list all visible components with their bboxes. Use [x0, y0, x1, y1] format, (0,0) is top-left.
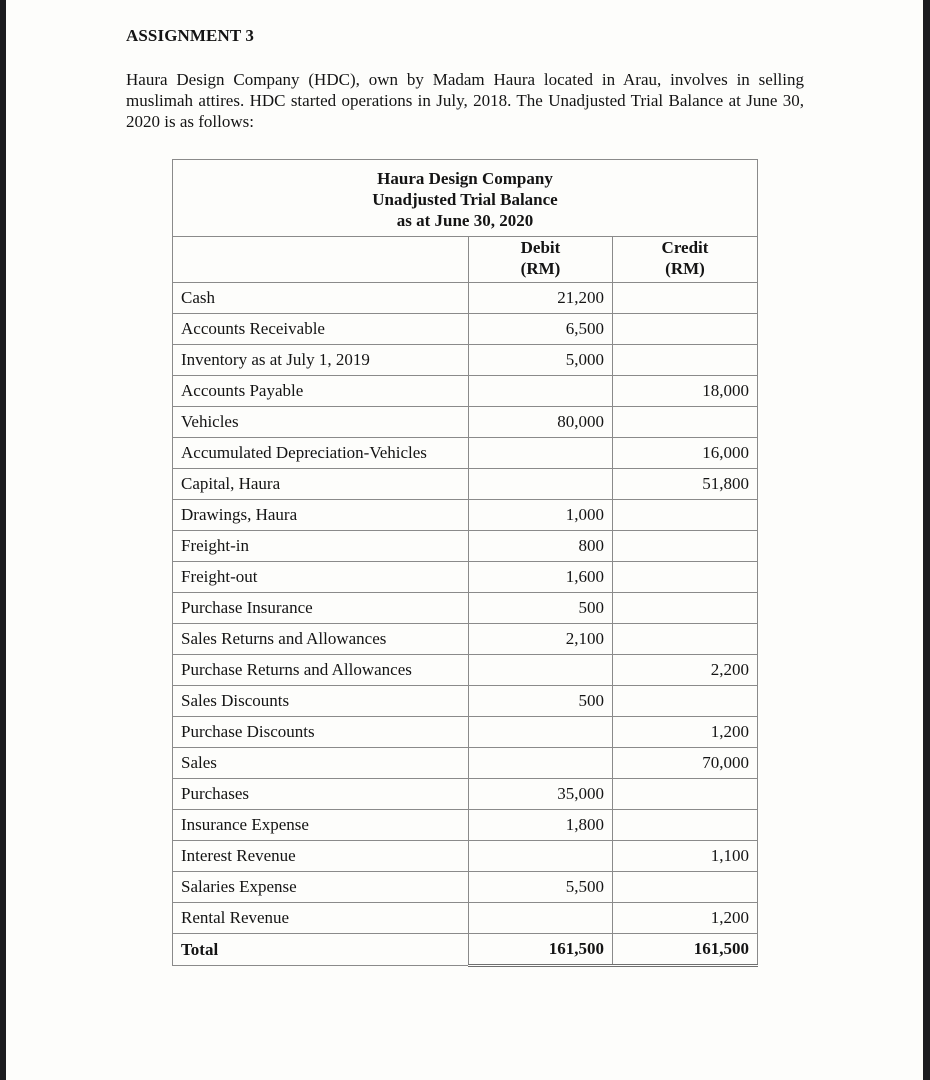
debit-column-header [469, 237, 613, 283]
account-cell: Vehicles [173, 407, 469, 438]
credit-cell [613, 345, 758, 376]
table-row [173, 810, 758, 841]
account-cell: Cash [173, 283, 469, 314]
table-row [173, 314, 758, 345]
credit-cell: 18,000 [613, 376, 758, 407]
debit-cell [469, 903, 613, 934]
account-cell: Purchase Returns and Allowances [173, 655, 469, 686]
debit-cell: 21,200 [469, 283, 613, 314]
table-body [173, 283, 758, 934]
account-cell: Drawings, Haura [173, 500, 469, 531]
table-row [173, 562, 758, 593]
debit-cell: 5,000 [469, 345, 613, 376]
credit-cell [613, 624, 758, 655]
credit-cell: 16,000 [613, 438, 758, 469]
credit-column-header [613, 237, 758, 283]
debit-cell: 5,500 [469, 872, 613, 903]
credit-cell: 1,200 [613, 717, 758, 748]
account-cell: Insurance Expense [173, 810, 469, 841]
column-header-row [173, 237, 758, 283]
account-cell: Interest Revenue [173, 841, 469, 872]
assignment-heading: ASSIGNMENT 3 [126, 26, 254, 45]
table-row [173, 779, 758, 810]
debit-cell [469, 717, 613, 748]
table-row [173, 283, 758, 314]
table-title [173, 160, 758, 237]
table-row [173, 841, 758, 872]
credit-cell: 51,800 [613, 469, 758, 500]
table-row [173, 624, 758, 655]
credit-cell [613, 283, 758, 314]
account-cell: Salaries Expense [173, 872, 469, 903]
account-cell: Accounts Payable [173, 376, 469, 407]
credit-header-label: Credit [661, 238, 709, 257]
debit-cell: 2,100 [469, 624, 613, 655]
credit-header-unit: (RM) [665, 259, 705, 278]
debit-cell: 1,000 [469, 500, 613, 531]
table-row [173, 872, 758, 903]
account-cell: Accounts Receivable [173, 314, 469, 345]
table-row [173, 686, 758, 717]
table-row [173, 345, 758, 376]
total-debit: 161,500 [469, 934, 613, 966]
trial-balance-table [172, 159, 758, 967]
debit-cell [469, 748, 613, 779]
debit-header-unit: (RM) [520, 259, 561, 278]
debit-cell [469, 469, 613, 500]
table-row [173, 531, 758, 562]
table-row [173, 407, 758, 438]
credit-cell [613, 593, 758, 624]
account-cell: Rental Revenue [173, 903, 469, 934]
table-title-row [173, 160, 758, 237]
account-cell: Purchase Discounts [173, 717, 469, 748]
account-cell: Inventory as at July 1, 2019 [173, 345, 469, 376]
debit-cell [469, 655, 613, 686]
table-row [173, 500, 758, 531]
credit-cell [613, 314, 758, 345]
credit-cell [613, 872, 758, 903]
debit-cell: 500 [469, 593, 613, 624]
debit-cell: 500 [469, 686, 613, 717]
account-column-header [173, 237, 469, 283]
total-label: Total [173, 934, 469, 966]
account-cell: Freight-out [173, 562, 469, 593]
debit-cell: 800 [469, 531, 613, 562]
total-row [173, 934, 758, 966]
credit-cell [613, 686, 758, 717]
account-cell: Sales [173, 748, 469, 779]
total-credit: 161,500 [613, 934, 758, 966]
table-row [173, 717, 758, 748]
debit-header-label: Debit [520, 238, 561, 257]
table-row [173, 903, 758, 934]
credit-cell [613, 810, 758, 841]
statement-date: as at June 30, 2020 [396, 210, 534, 230]
credit-cell [613, 500, 758, 531]
table-row [173, 438, 758, 469]
credit-cell: 2,200 [613, 655, 758, 686]
table-row [173, 376, 758, 407]
account-cell: Accumulated Depreciation-Vehicles [173, 438, 469, 469]
debit-cell [469, 841, 613, 872]
credit-cell: 1,100 [613, 841, 758, 872]
company-name: Haura Design Company [377, 168, 553, 188]
account-cell: Capital, Haura [173, 469, 469, 500]
account-cell: Purchases [173, 779, 469, 810]
table-row [173, 469, 758, 500]
debit-cell: 35,000 [469, 779, 613, 810]
debit-cell: 6,500 [469, 314, 613, 345]
table-row [173, 593, 758, 624]
credit-cell: 1,200 [613, 903, 758, 934]
debit-cell: 1,600 [469, 562, 613, 593]
debit-cell: 80,000 [469, 407, 613, 438]
document-page [6, 0, 923, 1080]
credit-cell [613, 531, 758, 562]
credit-cell [613, 407, 758, 438]
table-row [173, 748, 758, 779]
statement-name: Unadjusted Trial Balance [372, 189, 558, 209]
credit-cell: 70,000 [613, 748, 758, 779]
table-row [173, 655, 758, 686]
debit-cell [469, 376, 613, 407]
account-cell: Purchase Insurance [173, 593, 469, 624]
credit-cell [613, 562, 758, 593]
credit-cell [613, 779, 758, 810]
account-cell: Freight-in [173, 531, 469, 562]
account-cell: Sales Returns and Allowances [173, 624, 469, 655]
account-cell: Sales Discounts [173, 686, 469, 717]
debit-cell [469, 438, 613, 469]
debit-cell: 1,800 [469, 810, 613, 841]
intro-paragraph: Haura Design Company (HDC), own by Madam Haura located in Arau, involves in selling muslimah attires. HDC started operations in July, 2018. The Unadjusted Trial Balance at June 30, 2020 is as follows: [126, 70, 804, 131]
